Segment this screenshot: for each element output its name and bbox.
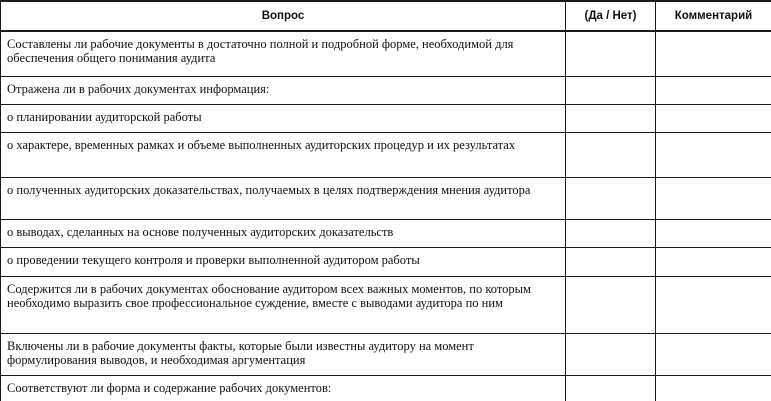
question-cell: о проведении текущего контроля и проверки выполненной аудитором работы bbox=[1, 247, 566, 276]
question-cell: Содержится ли в рабочих документах обоснование аудитором всех важных моментов, по которым необходимо выразить свое профессиональное суждение, вместе с выводами аудитора по ним bbox=[1, 276, 566, 333]
comment-cell[interactable] bbox=[656, 375, 771, 401]
answer-cell[interactable] bbox=[566, 177, 656, 219]
comment-cell[interactable] bbox=[656, 276, 771, 333]
comment-cell[interactable] bbox=[656, 247, 771, 276]
question-cell: о полученных аудиторских доказательствах, получаемых в целях подтверждения мнения аудитора bbox=[1, 177, 566, 219]
answer-cell[interactable] bbox=[566, 375, 656, 401]
comment-cell[interactable] bbox=[656, 333, 771, 375]
comment-cell[interactable] bbox=[656, 31, 771, 76]
answer-cell[interactable] bbox=[566, 219, 656, 247]
comment-cell[interactable] bbox=[656, 76, 771, 104]
question-cell: Отражена ли в рабочих документах информация: bbox=[1, 76, 566, 104]
table-row bbox=[1, 219, 771, 247]
comment-cell[interactable] bbox=[656, 132, 771, 177]
question-cell: Соответствуют ли форма и содержание рабочих документов: bbox=[1, 375, 566, 401]
question-cell: Составлены ли рабочие документы в достаточно полной и подробной форме, необходимой для обеспечения общего понимания аудита bbox=[1, 31, 566, 76]
header-question: Вопрос bbox=[1, 1, 566, 31]
table-row bbox=[1, 276, 771, 333]
answer-cell[interactable] bbox=[566, 76, 656, 104]
table-row bbox=[1, 31, 771, 76]
header-answer: (Да / Нет) bbox=[566, 1, 656, 31]
header-comment: Комментарий bbox=[656, 1, 771, 31]
comment-cell[interactable] bbox=[656, 104, 771, 132]
table-row bbox=[1, 247, 771, 276]
answer-cell[interactable] bbox=[566, 31, 656, 76]
answer-cell[interactable] bbox=[566, 276, 656, 333]
table-row bbox=[1, 375, 771, 401]
answer-cell[interactable] bbox=[566, 104, 656, 132]
comment-cell[interactable] bbox=[656, 177, 771, 219]
answer-cell[interactable] bbox=[566, 333, 656, 375]
table-row bbox=[1, 104, 771, 132]
answer-cell[interactable] bbox=[566, 247, 656, 276]
question-cell: о планировании аудиторской работы bbox=[1, 104, 566, 132]
table-row bbox=[1, 132, 771, 177]
table-row bbox=[1, 333, 771, 375]
table-row bbox=[1, 76, 771, 104]
answer-cell[interactable] bbox=[566, 132, 656, 177]
comment-cell[interactable] bbox=[656, 219, 771, 247]
header-row bbox=[1, 1, 771, 31]
table-row bbox=[1, 177, 771, 219]
question-cell: Включены ли в рабочие документы факты, которые были известны аудитору на момент формулирования выводов, и необходимая аргументация bbox=[1, 333, 566, 375]
question-cell: о характере, временных рамках и объеме выполненных аудиторских процедур и их результатах bbox=[1, 132, 566, 177]
question-cell: о выводах, сделанных на основе полученных аудиторских доказательств bbox=[1, 219, 566, 247]
